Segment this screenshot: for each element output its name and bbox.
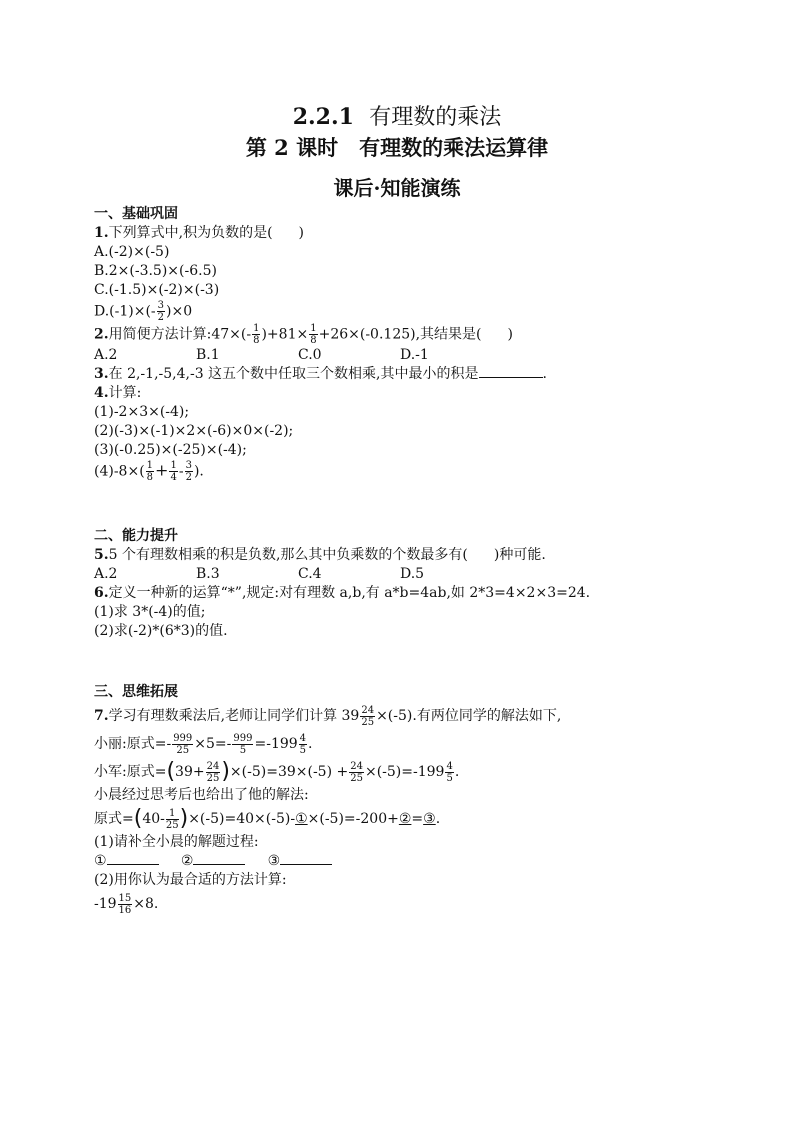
title-number: 2.2.1 — [292, 104, 354, 130]
numerator: 24 — [361, 704, 375, 716]
denominator: 16 — [118, 904, 132, 916]
answer-blank — [280, 852, 332, 865]
q2-option-b: B.1 — [196, 347, 220, 363]
q2-option-c: C.0 — [298, 347, 322, 363]
q7-last — [94, 890, 714, 918]
denominator: 8 — [146, 472, 154, 483]
fraction — [172, 733, 193, 756]
q7-jun-in: 39+ — [175, 764, 205, 780]
numerator: 3 — [157, 300, 165, 311]
fraction — [232, 733, 253, 756]
q3-end: . — [542, 366, 547, 382]
fraction — [445, 761, 453, 784]
numerator: 4 — [446, 760, 453, 772]
question-1 — [94, 224, 714, 243]
q7-li-end: . — [308, 736, 313, 752]
q7-xiaoli — [94, 730, 714, 758]
title-text: 有理数的乘法 — [369, 105, 502, 130]
plus-sign: + — [155, 460, 169, 480]
q1-stem-end: ) — [298, 225, 305, 241]
q5-option-a: A.2 — [94, 566, 118, 582]
q7-jun-mid: ×(-5)=39×(-5) + — [229, 764, 349, 780]
q2-p4: ) — [507, 326, 513, 343]
q5-option-c: C.4 — [298, 566, 322, 582]
right-paren: ) — [179, 806, 189, 831]
numerator: 1 — [170, 460, 177, 471]
blank-3-label: ③ — [267, 853, 281, 869]
denominator: 8 — [253, 335, 260, 346]
q7-sub-2: (2)用你认为最合适的方法计算: — [94, 872, 287, 888]
q4-num: 4. — [94, 385, 109, 401]
q7-num: 7. — [94, 708, 109, 724]
q2-option-d: D.-1 — [400, 347, 429, 363]
page-subtitle: 第 2 课时 有理数的乘法运算律 — [245, 135, 549, 160]
blank-2-label: ② — [180, 853, 194, 869]
q4-item-4 — [94, 460, 714, 483]
equals-sign: = — [411, 811, 424, 827]
q5-option-b: B.3 — [196, 566, 220, 582]
q4-item-2: (2)(-3)×(-1)×2×(-6)×0×(-2); — [94, 423, 294, 439]
q1-option-c: C.(-1.5)×(-2)×(-3) — [94, 282, 220, 298]
numerator: 1 — [146, 460, 154, 471]
q7-chen-end: . — [435, 811, 441, 827]
numerator: 3 — [185, 460, 192, 471]
question-6 — [94, 584, 714, 603]
question-3 — [94, 365, 714, 384]
q5-stem: 5 个有理数相乘的积是负数,那么其中负乘数的个数最多有( — [108, 547, 468, 563]
q6-item-1: (1)求 3*(-4)的值; — [94, 604, 206, 620]
q7-chen-mid: ×(-5)=40×(-5)- — [188, 811, 296, 827]
q7-last-pre: -19 — [94, 896, 117, 912]
q5-num: 5. — [94, 547, 109, 563]
fraction — [118, 893, 133, 916]
fraction — [169, 460, 177, 483]
q5-end: )种可能. — [493, 547, 546, 563]
q3-num: 3. — [94, 366, 109, 382]
numerator: 999 — [173, 732, 193, 744]
q1-option-b: B.2×(-3.5)×(-6.5) — [94, 263, 217, 279]
denominator: 25 — [361, 716, 375, 728]
q5-options — [94, 565, 714, 584]
fraction — [349, 761, 364, 784]
circled-3: ③ — [423, 811, 436, 827]
question-5 — [94, 546, 714, 565]
q7-jun-end: . — [454, 764, 460, 780]
denominator: 25 — [176, 744, 190, 756]
fraction — [309, 323, 317, 346]
denominator: 2 — [157, 312, 165, 323]
q7-li-mid: ×5=- — [194, 736, 232, 752]
q7-li-mid2: =-199 — [254, 736, 298, 752]
circled-2: ② — [398, 811, 412, 827]
q7-xiaojun — [94, 758, 714, 786]
q2-option-a: A.2 — [94, 347, 118, 363]
q7-chen-mid2: ×(-5)=-200+ — [307, 811, 399, 827]
q7-chen-in: 40- — [142, 811, 165, 827]
section-title-ability: 二、能力提升 — [94, 528, 178, 544]
q7-jun-pre: 小军:原式= — [94, 764, 167, 780]
question-4 — [94, 384, 714, 403]
page-title — [0, 100, 794, 131]
answer-blank — [193, 852, 245, 865]
question-2 — [94, 323, 714, 346]
q7-jun-mid2: ×(-5)=-199 — [364, 764, 445, 780]
fraction — [157, 300, 165, 323]
denominator: 25 — [350, 772, 363, 784]
fraction — [360, 705, 375, 728]
fraction — [252, 323, 260, 346]
q6-stem: 定义一种新的运算“*”,规定:对有理数 a,b,有 a*b=4ab,如 2*3=4×2×3=24. — [108, 585, 591, 601]
numerator: 999 — [233, 732, 253, 744]
q2-options — [94, 346, 714, 365]
minus-sign: - — [178, 463, 184, 480]
numerator: 24 — [350, 760, 363, 772]
left-paren: ( — [166, 759, 176, 784]
q7-blanks — [94, 852, 714, 871]
fraction — [166, 808, 179, 831]
q7-stem-pre: 学习有理数乘法后,老师让同学们计算 39 — [108, 708, 360, 724]
blank-1-label: ① — [94, 853, 107, 869]
denominator: 25 — [206, 772, 220, 784]
q2-p2: )+81× — [261, 326, 309, 343]
numerator: 4 — [299, 732, 307, 744]
numerator: 24 — [206, 760, 220, 772]
q7-li-pre: 小丽:原式=- — [94, 736, 172, 752]
content — [94, 205, 714, 918]
q7-stem-post: ×(-5).有两位同学的解法如下, — [376, 708, 562, 724]
circled-1: ① — [295, 811, 308, 827]
fraction — [206, 761, 221, 784]
q7-last-post: ×8. — [133, 896, 159, 912]
q7-chen-pre: 原式= — [94, 811, 134, 827]
denominator: 5 — [239, 744, 247, 756]
q4-item-3: (3)(-0.25)×(-25)×(-4); — [94, 442, 247, 458]
q1-stem: 下列算式中,积为负数的是( — [108, 225, 273, 241]
answer-blank — [479, 365, 543, 378]
numerator: 1 — [310, 323, 317, 334]
denominator: 4 — [170, 472, 177, 483]
question-7 — [94, 702, 714, 730]
fraction — [146, 460, 154, 483]
q6-item-2: (2)求(-2)*(6*3)的值. — [94, 623, 228, 639]
q1-d-post: )×0 — [166, 303, 193, 320]
q4-item-1: (1)-2×3×(-4); — [94, 404, 190, 420]
q2-num: 2. — [94, 326, 109, 343]
denominator: 5 — [446, 772, 453, 784]
answer-blank — [107, 852, 159, 865]
section-title-basic: 一、基础巩固 — [94, 206, 178, 222]
denominator: 2 — [185, 472, 192, 483]
q6-num: 6. — [94, 585, 109, 601]
denominator: 8 — [310, 335, 317, 346]
q7-sub-1: (1)请补全小晨的解题过程: — [94, 834, 259, 850]
left-paren: ( — [133, 806, 143, 831]
numerator: 1 — [166, 808, 179, 820]
numerator: 1 — [253, 323, 260, 334]
right-paren: ) — [221, 759, 230, 784]
fraction — [299, 733, 307, 756]
section-heading: 课后·知能演练 — [333, 176, 461, 200]
q1-option-a: A.(-2)×(-5) — [94, 244, 170, 260]
q2-p3: +26×(-0.125),其结果是( — [318, 326, 482, 343]
q4-stem: 计算: — [108, 385, 142, 401]
q1-num: 1. — [94, 225, 109, 241]
fraction — [185, 460, 193, 483]
q5-option-d: D.5 — [400, 566, 425, 582]
q4-i4-pre: (4)-8×( — [94, 463, 145, 480]
q2-p1: 用简便方法计算:47×(- — [108, 326, 252, 343]
numerator: 15 — [118, 892, 132, 904]
q7-xiaochen — [94, 805, 714, 833]
section-title-extension: 三、思维拓展 — [94, 684, 178, 700]
q1-option-d — [94, 300, 714, 323]
q1-d-pre: D.(-1)×(- — [94, 303, 156, 320]
q4-i4-post: ). — [193, 463, 204, 480]
denominator: 5 — [299, 744, 307, 756]
q3-stem: 在 2,-1,-5,4,-3 这五个数中任取三个数相乘,其中最小的积是 — [108, 366, 479, 382]
q7-xiaochen-intro: 小晨经过思考后也给出了他的解法: — [94, 787, 309, 803]
denominator: 25 — [165, 819, 179, 831]
